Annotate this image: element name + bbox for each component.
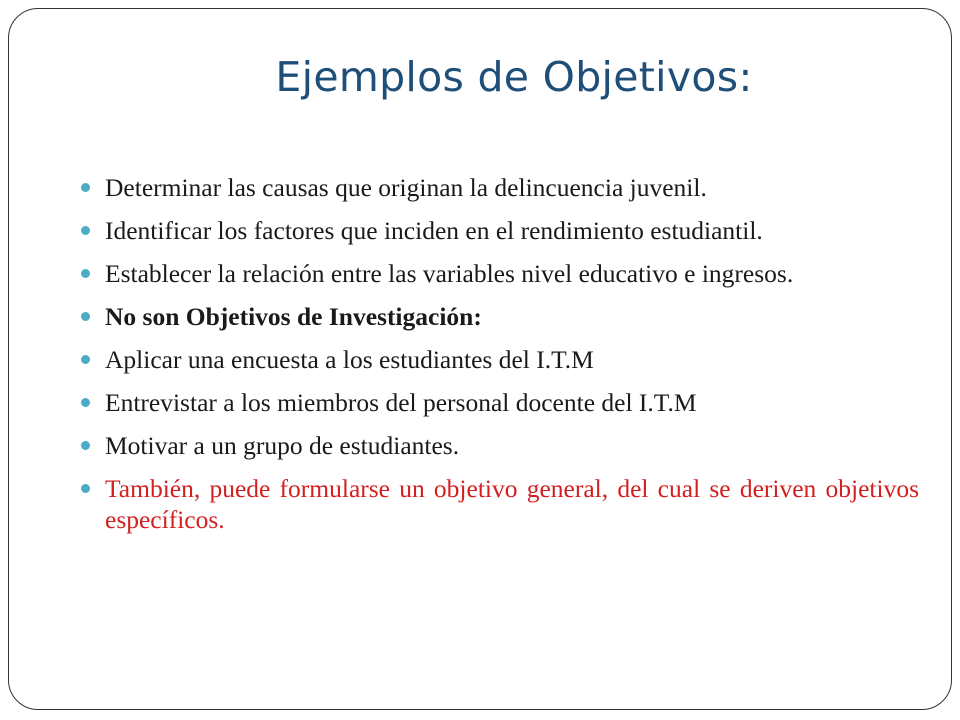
bullet-dot-icon [81,484,90,493]
bullet-text: Establecer la relación entre las variables nivel educativo e ingresos. [105,259,794,288]
bullet-item [79,258,919,289]
slide-title: Ejemplos de Objetivos: [275,53,753,101]
bullet-item [79,215,919,246]
bullet-item [79,344,919,375]
bullet-dot-icon [81,269,90,278]
bullet-text: Motivar a un grupo de estudiantes. [105,431,460,460]
bullet-text: Determinar las causas que originan la delincuencia juvenil. [105,173,707,202]
bullet-text: Identificar los factores que inciden en el rendimiento estudiantil. [105,216,763,245]
bullet-list [79,172,919,547]
bullet-dot-icon [81,355,90,364]
bullet-item-highlight [79,473,919,535]
bullet-item-heading [79,301,919,332]
bullet-item [79,172,919,203]
bullet-dot-icon [81,312,90,321]
bullet-dot-icon [81,398,90,407]
bullet-text: No son Objetivos de Investigación: [105,302,482,331]
bullet-dot-icon [81,226,90,235]
bullet-dot-icon [81,441,90,450]
bullet-item [79,430,919,461]
bullet-text: También, puede formularse un objetivo general, del cual se deriven objetivos específicos. [105,474,919,534]
slide [8,8,952,710]
bullet-text: Aplicar una encuesta a los estudiantes del I.T.M [105,345,594,374]
bullet-text: Entrevistar a los miembros del personal docente del I.T.M [105,388,697,417]
bullet-item [79,387,919,418]
bullet-dot-icon [81,183,90,192]
